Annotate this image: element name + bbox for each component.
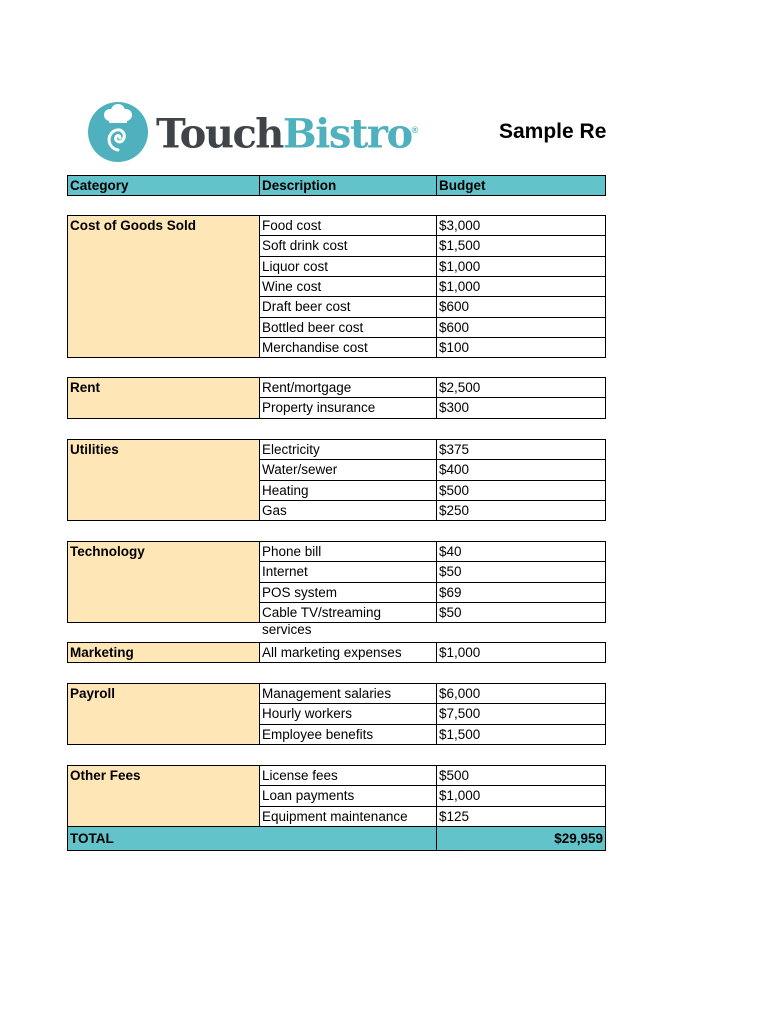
budget-cell: $7,500 [436,703,606,725]
budget-cell: $500 [436,480,606,501]
description-cell: Hourly workers [259,703,437,725]
budget-cell: $3,000 [436,215,606,236]
touchbistro-logo [86,98,446,164]
description-cell: Internet [259,561,437,583]
description-cell: Phone bill [259,541,437,562]
budget-cell: $1,000 [436,642,606,663]
description-cell: POS system [259,582,437,603]
description-cell: Management salaries [259,683,437,704]
brand-word-bistro: Bistro [282,110,412,158]
budget-cell: $1,500 [436,235,606,257]
category-cell: Payroll [67,683,260,745]
description-cell: Merchandise cost [259,337,437,358]
description-cell: All marketing expenses [259,642,437,663]
description-cell: Rent/mortgage [259,377,437,398]
description-cell: Loan payments [259,785,437,807]
budget-cell: $100 [436,337,606,358]
budget-cell: $500 [436,765,606,786]
category-cell: Utilities [67,439,260,521]
budget-cell: $300 [436,397,606,419]
header-budget: Budget [436,175,606,196]
budget-cell: $1,000 [436,276,606,297]
budget-cell: $2,500 [436,377,606,398]
description-cell: Gas [259,500,437,521]
description-cell: Property insurance [259,397,437,419]
category-cell: Marketing [67,642,260,663]
header-category: Category [67,175,260,196]
registered-mark: ® [411,125,419,135]
brand-word-touch: Touch [156,110,283,158]
category-cell: Rent [67,377,260,419]
description-cell: License fees [259,765,437,786]
description-cell: Cable TV/streaming [259,602,437,623]
brand-wordmark [156,104,418,160]
budget-cell: $1,000 [436,785,606,807]
description-cell: Bottled beer cost [259,317,437,338]
budget-cell: $250 [436,500,606,521]
budget-cell: $6,000 [436,683,606,704]
description-cell: Electricity [259,439,437,460]
chef-hat-logo-icon [86,98,150,162]
description-cell: Draft beer cost [259,296,437,318]
total-label: TOTAL [67,826,437,851]
description-cell: Water/sewer [259,459,437,481]
description-cell: Food cost [259,215,437,236]
total-value: $29,959 [436,826,606,851]
description-overflow-text: services [262,622,312,637]
budget-cell: $400 [436,459,606,481]
budget-cell: $600 [436,296,606,318]
budget-cell: $40 [436,541,606,562]
budget-cell: $600 [436,317,606,338]
budget-cell: $50 [436,602,606,623]
category-cell: Technology [67,541,260,623]
description-cell: Wine cost [259,276,437,297]
budget-cell: $375 [436,439,606,460]
budget-cell: $1,500 [436,724,606,745]
budget-cell: $1,000 [436,256,606,277]
description-cell: Soft drink cost [259,235,437,257]
budget-cell: $50 [436,561,606,583]
header-description: Description [259,175,437,196]
document-title: Sample Re [499,120,606,143]
description-cell: Liquor cost [259,256,437,277]
category-cell: Other Fees [67,765,260,827]
description-cell: Employee benefits [259,724,437,745]
budget-cell: $69 [436,582,606,603]
description-cell: Heating [259,480,437,501]
category-cell: Cost of Goods Sold [67,215,260,358]
budget-cell: $125 [436,806,606,827]
description-cell: Equipment maintenance [259,806,437,827]
